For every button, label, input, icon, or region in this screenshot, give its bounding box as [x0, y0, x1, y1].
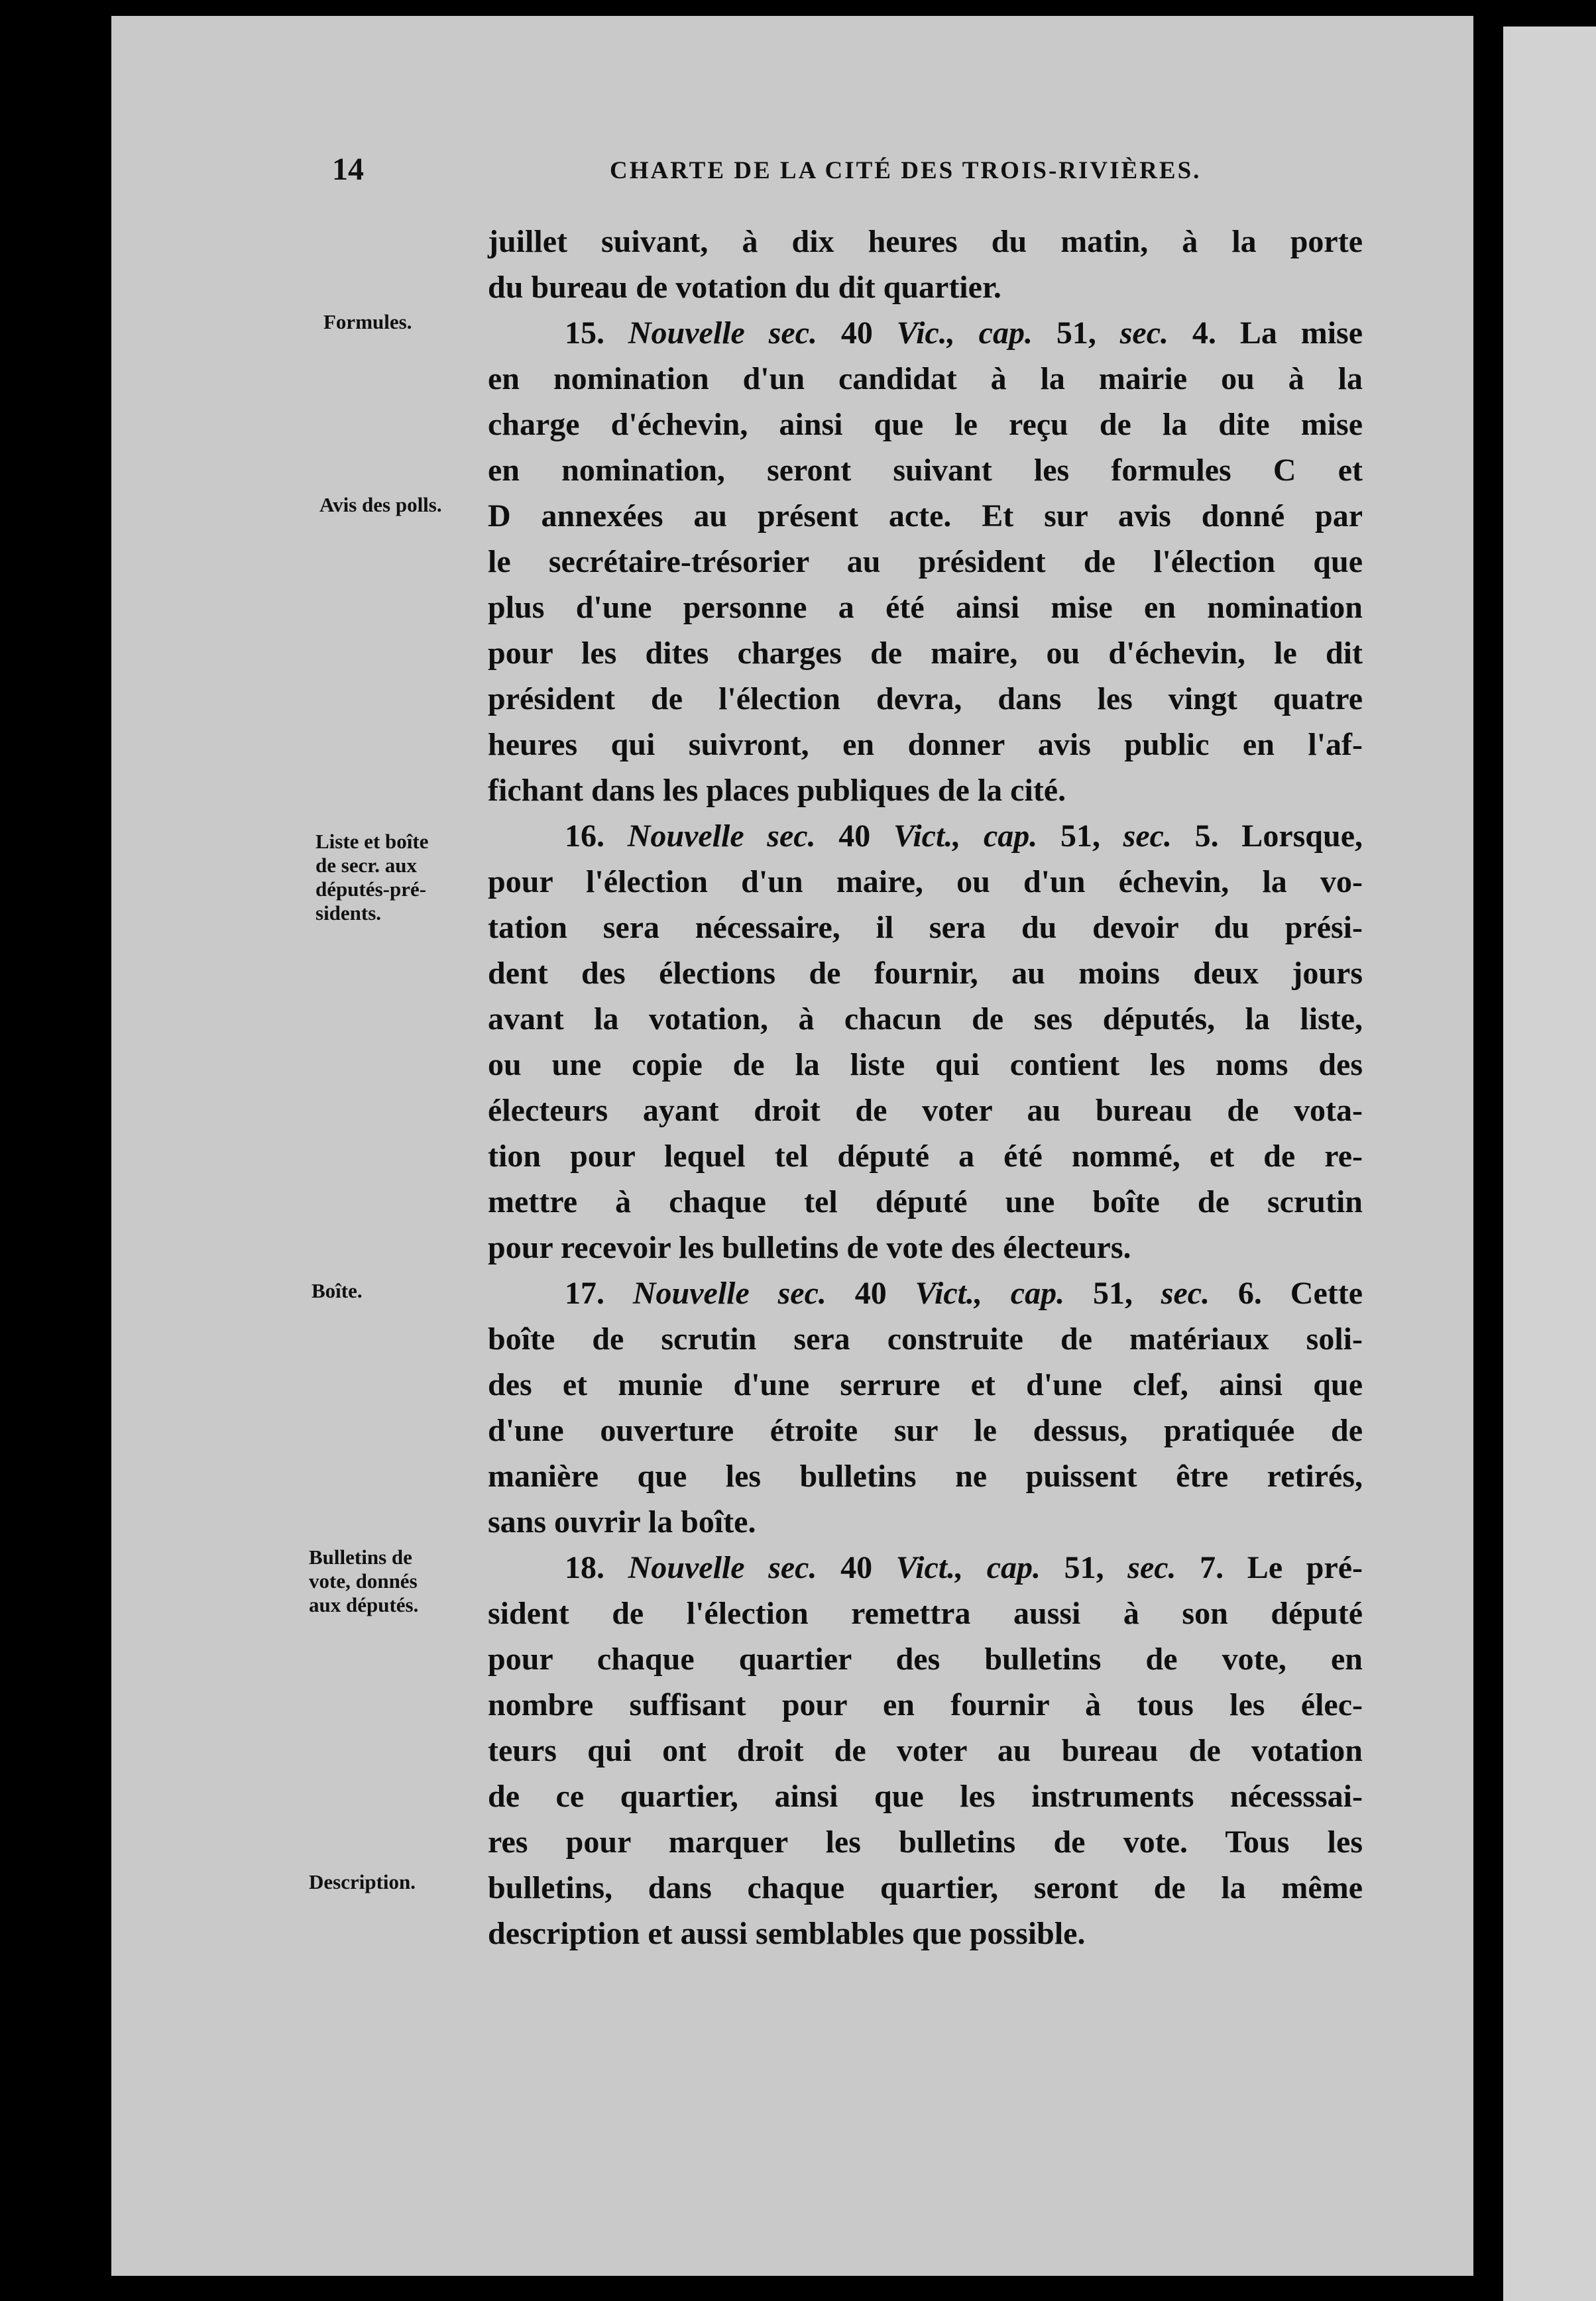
citation-italic: Nouvelle sec.	[628, 1550, 817, 1585]
text-line: nombre suffisant pour en fournir à tous les élec-	[488, 1687, 1363, 1722]
text-segment: 51,	[1032, 315, 1120, 351]
adjacent-page-edge	[1503, 27, 1596, 2301]
text-line: des et munie d'une serrure et d'une clef, ainsi que	[488, 1367, 1363, 1402]
text-line: description et aussi semblables que possible.	[488, 1916, 1086, 1951]
text-line: en nomination d'un candidat à la mairie ou à la	[488, 361, 1363, 396]
text-segment: 51,	[1064, 1276, 1161, 1311]
text-line: du bureau de votation du dit quartier.	[488, 270, 1001, 305]
text-line: pour les dites charges de maire, ou d'échevin, le dit	[488, 636, 1363, 671]
text-line: le secrétaire-trésorier au président de l'élection que	[488, 544, 1363, 579]
text-line: pour l'élection d'un maire, ou d'un échevin, la vo-	[488, 864, 1363, 899]
margin-note-bulletins: Bulletins de vote, donnés aux députés.	[309, 1545, 419, 1616]
text-segment: 40	[817, 1550, 896, 1585]
running-head: CHARTE DE LA CITÉ DES TROIS-RIVIÈRES.	[610, 157, 1202, 184]
page-number: 14	[332, 152, 364, 187]
text-line: électeurs ayant droit de voter au bureau de vota-	[488, 1093, 1363, 1128]
text-line: tion pour lequel tel député a été nommé, et de re-	[488, 1139, 1363, 1174]
text-line: pour recevoir les bulletins de vote des électeurs.	[488, 1230, 1131, 1265]
citation-italic: Nouvelle sec.	[632, 1276, 826, 1311]
citation-italic: sec.	[1127, 1550, 1176, 1585]
body-text	[488, 219, 1363, 1956]
text-segment: 51,	[1037, 818, 1123, 854]
text-segment: 17.	[565, 1276, 633, 1311]
text-segment: 40	[815, 818, 893, 854]
text-line: D annexées au présent acte. Et sur avis donné par	[488, 498, 1363, 533]
text-segment: 40	[817, 315, 897, 351]
text-line: en nomination, seront suivant les formules C et	[488, 453, 1363, 488]
text-segment: 5. Lorsque,	[1171, 818, 1363, 854]
text-line: teurs qui ont droit de voter au bureau de votation	[488, 1733, 1363, 1768]
citation-italic: Vict., cap.	[893, 818, 1038, 854]
text-line: président de l'élection devra, dans les vingt quatre	[488, 681, 1363, 716]
text-segment: 40	[826, 1276, 915, 1311]
text-line: de ce quartier, ainsi que les instruments nécesssai-	[488, 1779, 1363, 1814]
text-segment: 16.	[565, 818, 628, 854]
citation-italic: Nouvelle sec.	[628, 315, 818, 351]
text-segment: 7. Le pré-	[1176, 1550, 1363, 1585]
text-line	[488, 813, 1363, 859]
citation-italic: Vic., cap.	[896, 315, 1033, 351]
text-line: juillet suivant, à dix heures du matin, à la porte	[488, 224, 1363, 259]
text-line: tation sera nécessaire, il sera du devoir du prési-	[488, 910, 1363, 945]
citation-italic: sec.	[1119, 315, 1169, 351]
citation-italic: Vict., cap.	[915, 1276, 1065, 1311]
margin-note-formules: Formules.	[323, 310, 412, 333]
text-line: plus d'une personne a été ainsi mise en nomination	[488, 590, 1363, 625]
text-line: mettre à chaque tel député une boîte de scrutin	[488, 1184, 1363, 1219]
text-line: bulletins, dans chaque quartier, seront de la même	[488, 1870, 1363, 1905]
citation-italic: Nouvelle sec.	[627, 818, 816, 854]
text-line: sident de l'élection remettra aussi à son député	[488, 1596, 1363, 1631]
citation-italic: sec.	[1161, 1276, 1210, 1311]
page-header	[0, 151, 1596, 191]
text-segment: 15.	[565, 315, 628, 351]
text-line: d'une ouverture étroite sur le dessus, pratiquée de	[488, 1413, 1363, 1448]
text-line: heures qui suivront, en donner avis public en l'af-	[488, 727, 1363, 762]
text-line	[488, 1270, 1363, 1316]
text-line: manière que les bulletins ne puissent être retirés,	[488, 1459, 1363, 1494]
text-segment: 6. Cette	[1210, 1276, 1363, 1311]
text-segment: 51,	[1041, 1550, 1128, 1585]
text-line	[488, 1545, 1363, 1591]
text-line: charge d'échevin, ainsi que le reçu de la dite mise	[488, 407, 1363, 442]
text-line: pour chaque quartier des bulletins de vote, en	[488, 1642, 1363, 1677]
margin-note-liste: Liste et boîte de secr. aux députés-pré- sidents.	[315, 830, 429, 925]
page-gutter	[1482, 0, 1505, 2301]
text-line: fichant dans les places publiques de la cité.	[488, 773, 1066, 808]
citation-italic: sec.	[1123, 818, 1172, 854]
text-line: res pour marquer les bulletins de vote. Tous les	[488, 1824, 1363, 1860]
text-line: sans ouvrir la boîte.	[488, 1504, 756, 1540]
citation-italic: Vict., cap.	[895, 1550, 1041, 1585]
text-line: ou une copie de la liste qui contient les noms des	[488, 1047, 1363, 1082]
text-line: dent des élections de fournir, au moins deux jours	[488, 956, 1363, 991]
text-line: avant la votation, à chacun de ses députés, la liste,	[488, 1001, 1363, 1037]
text-line: boîte de scrutin sera construite de matériaux soli-	[488, 1321, 1363, 1357]
text-segment: 18.	[565, 1550, 628, 1585]
margin-note-description: Description.	[309, 1870, 416, 1893]
margin-note-boite: Boîte.	[312, 1279, 363, 1302]
margin-note-avis: Avis des polls.	[319, 493, 442, 516]
text-segment: 4. La mise	[1168, 315, 1363, 351]
text-line	[488, 310, 1363, 356]
